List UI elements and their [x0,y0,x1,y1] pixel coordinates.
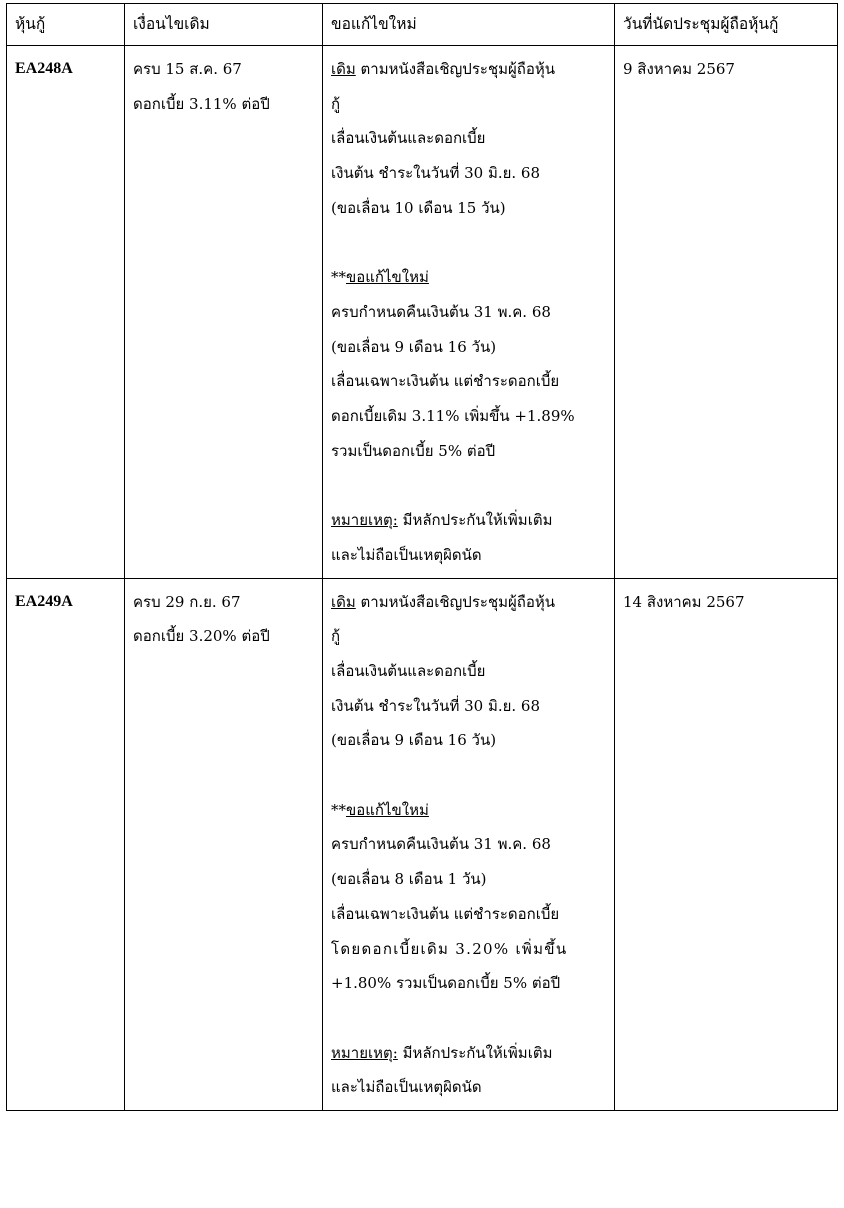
new-prefix: ** [331,800,346,819]
orig-line: (ขอเลื่อน 10 เดือน 15 วัน) [331,198,506,217]
orig-title-rest: ตามหนังสือเชิญประชุมผู้ถือหุ้น [355,592,556,611]
meeting-date-cell [615,578,838,1111]
orig-title [331,52,608,87]
new-title [331,793,608,828]
note-cont: และไม่ถือเป็นเหตุผิดนัด [331,545,482,564]
bond-code-cell [7,578,125,1111]
orig-line: เงินต้น ชำระในวันที่ 30 มิ.ย. 68 [331,696,541,715]
orig-label: เดิม [331,592,356,611]
new-line: ครบกำหนดคืนเงินต้น 31 พ.ค. 68 [331,835,551,854]
new-line: เลื่อนเฉพาะเงินต้น แต่ชำระดอกเบี้ย [331,904,560,923]
note-label: หมายเหตุ: [331,1043,398,1062]
meeting-date: 14 สิงหาคม 2567 [623,592,745,611]
orig-title [331,585,608,620]
header-new-request: ขอแก้ไขใหม่ [323,4,615,46]
bond-amendment-table [6,3,838,1111]
spacer [331,1001,608,1036]
original-interest: ดอกเบี้ย 3.20% ต่อปี [133,627,270,646]
note-label: หมายเหตุ: [331,511,398,530]
spacer [331,758,608,793]
new-line: +1.80% รวมเป็นดอกเบี้ย 5% ต่อปี [331,974,561,993]
header-bond: หุ้นกู้ [7,4,125,46]
note [331,503,608,538]
header-meeting-date: วันที่นัดประชุมผู้ถือหุ้นกู้ [615,4,838,46]
new-line: เลื่อนเฉพาะเงินต้น แต่ชำระดอกเบี้ย [331,372,560,391]
spacer [331,468,608,503]
new-request-cell [323,46,615,579]
new-line: (ขอเลื่อน 8 เดือน 1 วัน) [331,870,487,889]
orig-line: เงินต้น ชำระในวันที่ 30 มิ.ย. 68 [331,164,541,183]
orig-line: (ขอเลื่อน 9 เดือน 16 วัน) [331,731,497,750]
orig-label: เดิม [331,60,356,78]
orig-line: เลื่อนเงินต้นและดอกเบี้ย [331,661,486,680]
spacer [331,226,608,261]
table-row [7,578,838,1111]
bond-code: EA248A [15,60,73,77]
new-line: ครบกำหนดคืนเงินต้น 31 พ.ค. 68 [331,302,551,321]
table-header-row [7,4,838,46]
original-terms-cell [125,46,323,579]
note-rest: มีหลักประกันให้เพิ่มเติม [397,511,553,530]
new-title [331,260,608,295]
orig-line: เลื่อนเงินต้นและดอกเบี้ย [331,129,486,148]
new-line: (ขอเลื่อน 9 เดือน 16 วัน) [331,337,497,356]
meeting-date: 9 สิงหาคม 2567 [623,60,735,78]
new-request-cell [323,578,615,1111]
bond-code: EA249A [15,592,73,610]
note-rest: มีหลักประกันให้เพิ่มเติม [397,1043,553,1062]
new-line: ดอกเบี้ยเดิม 3.11% เพิ่มขึ้น +1.89% [331,407,575,426]
header-original-terms: เงื่อนไขเดิม [125,4,323,46]
note-cont: และไม่ถือเป็นเหตุผิดนัด [331,1078,482,1097]
new-label: ขอแก้ไขใหม่ [346,268,429,287]
note [331,1036,608,1071]
original-maturity: ครบ 15 ส.ค. 67 [133,60,242,78]
meeting-date-cell [615,46,838,579]
new-label: ขอแก้ไขใหม่ [346,800,429,819]
original-terms-cell [125,578,323,1111]
bond-code-cell [7,46,125,579]
new-line: โดยดอกเบี้ยเดิม 3.20% เพิ่มขึ้น [331,939,568,958]
original-maturity: ครบ 29 ก.ย. 67 [133,592,241,611]
new-line: รวมเป็นดอกเบี้ย 5% ต่อปี [331,441,496,460]
orig-title-rest: ตามหนังสือเชิญประชุมผู้ถือหุ้น [355,60,556,78]
original-interest: ดอกเบี้ย 3.11% ต่อปี [133,94,270,113]
orig-title-cont: กู้ [331,94,341,113]
orig-title-cont: กู้ [331,627,341,646]
new-prefix: ** [331,268,346,287]
table-row [7,46,838,579]
